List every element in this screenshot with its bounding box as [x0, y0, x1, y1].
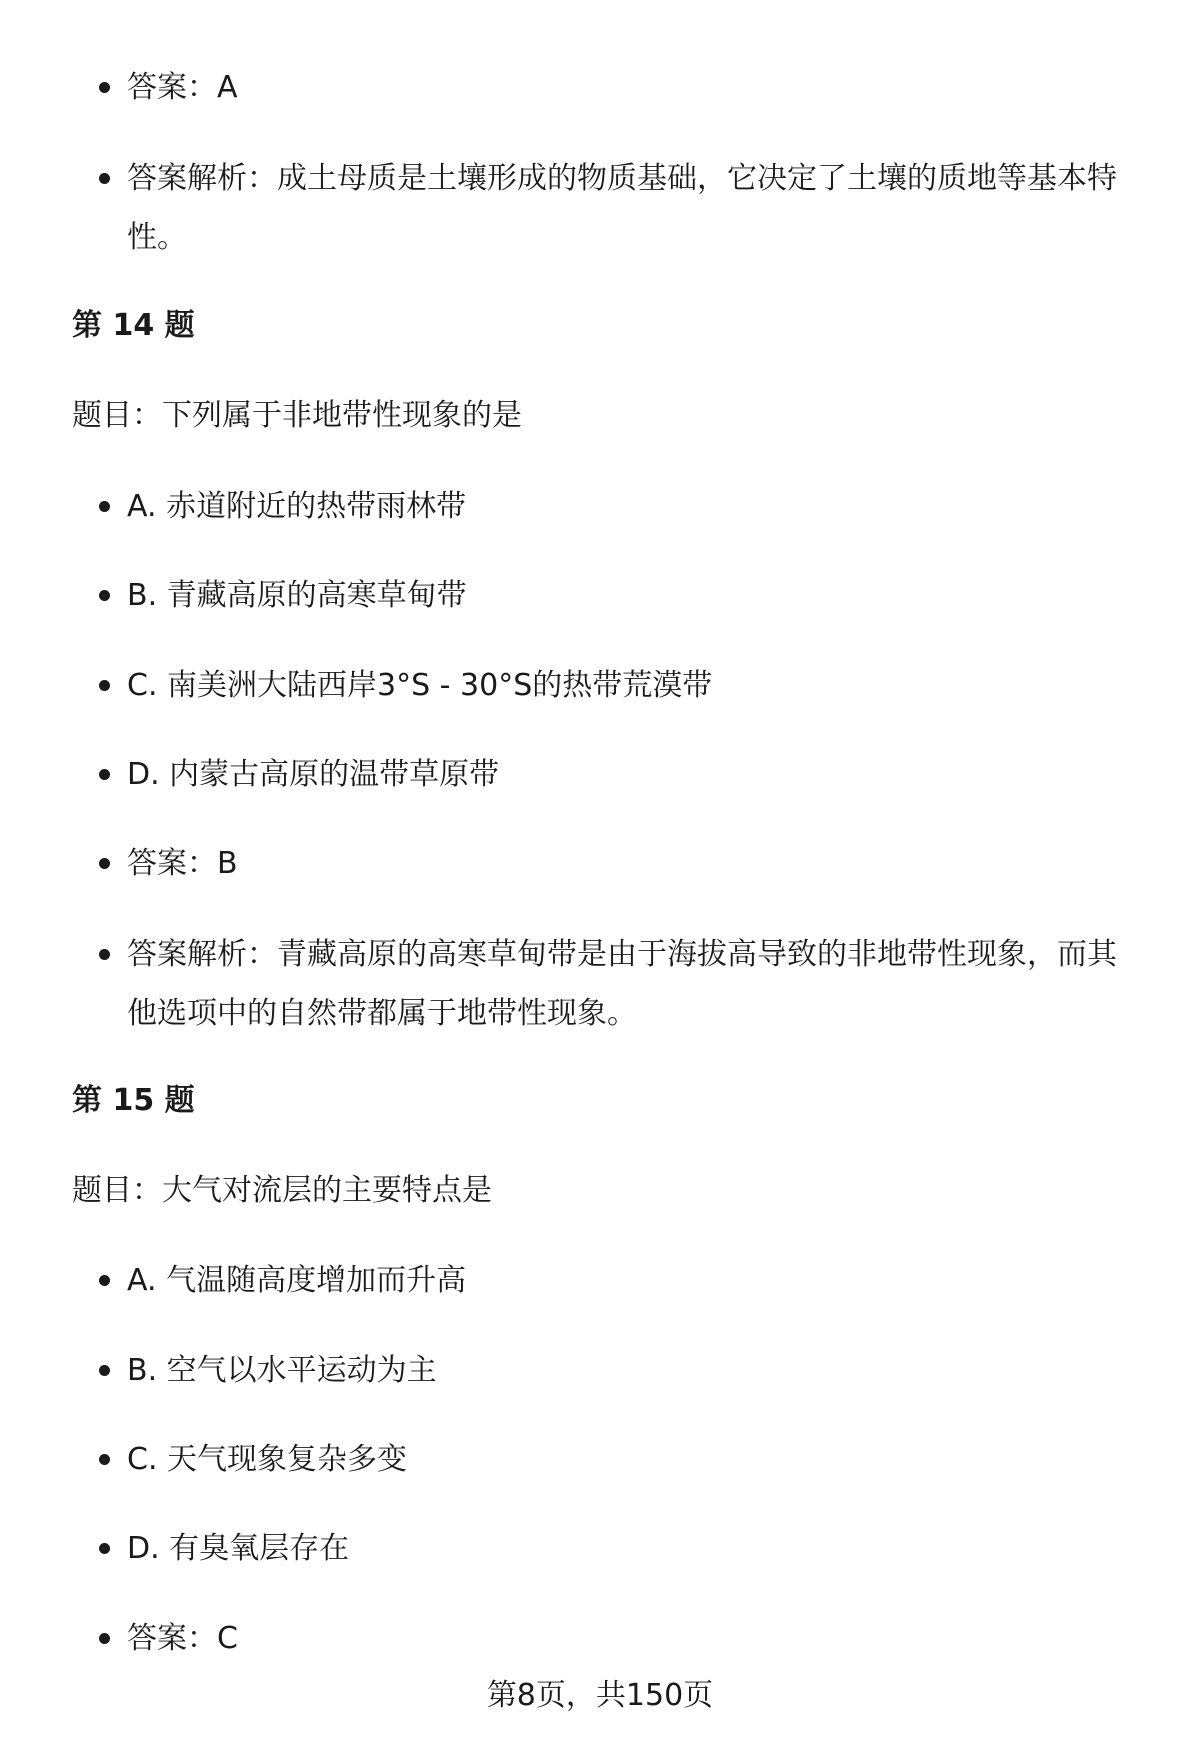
question-14-stem: 题目：下列属于非地带性现象的是 [72, 398, 522, 433]
page-indicator: 第8页，共150页 [486, 1678, 714, 1713]
question-14-option-c: C. 南美洲大陆西岸3°S - 30°S的热带荒漠带 [127, 656, 1137, 715]
question-15-option-c: C. 天气现象复杂多变 [127, 1430, 1137, 1489]
question-14-explanation: 答案解析：青藏高原的高寒草甸带是由于海拔高导致的非地带性现象，而其他选项中的自然带都属于地带性现象。 [127, 925, 1137, 1043]
prev-explanation: 答案解析：成土母质是土壤形成的物质基础，它决定了土壤的质地等基本特性。 [127, 149, 1137, 267]
question-14-option-d: D. 内蒙古高原的温带草原带 [127, 745, 1137, 804]
question-14-option-a: A. 赤道附近的热带雨林带 [127, 477, 1137, 536]
prev-answer: 答案：A [127, 58, 1137, 117]
question-15-option-d: D. 有臭氧层存在 [127, 1519, 1137, 1578]
question-14-heading: 第 14 题 [72, 308, 195, 343]
question-14-option-b: B. 青藏高原的高寒草甸带 [127, 566, 1137, 625]
question-15-option-b: B. 空气以水平运动为主 [127, 1341, 1137, 1400]
question-15-option-a: A. 气温随高度增加而升高 [127, 1251, 1137, 1310]
question-15-stem: 题目：大气对流层的主要特点是 [72, 1173, 492, 1208]
question-15-answer: 答案：C [127, 1609, 1137, 1668]
question-15-heading: 第 15 题 [72, 1083, 195, 1118]
question-14-answer: 答案：B [127, 834, 1137, 893]
